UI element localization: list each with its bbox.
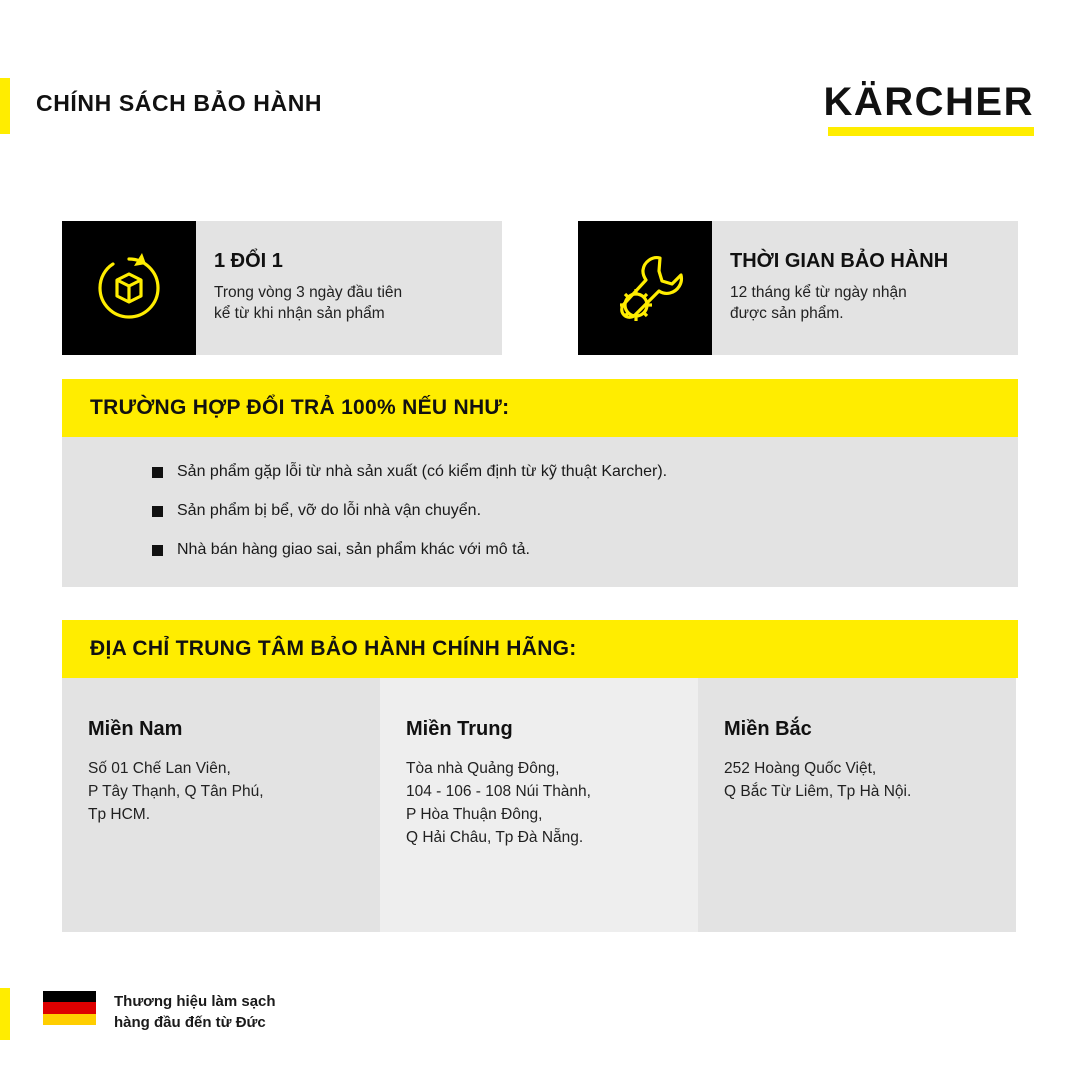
return-cases-section [62, 379, 1018, 587]
feature-card-exchange [62, 221, 502, 355]
service-center-south [62, 678, 380, 932]
list-item [62, 539, 1018, 561]
box-refresh-icon [62, 221, 196, 355]
address-line: P Tây Thạnh, Q Tân Phú, [88, 783, 264, 800]
feature-desc-line1: Trong vòng 3 ngày đầu tiên [214, 284, 403, 301]
region-title: Miền Trung [406, 718, 513, 740]
feature-card-warranty-period [578, 221, 1018, 355]
address-line: Q Bắc Từ Liêm, Tp Hà Nội. [724, 783, 912, 800]
logo-wordmark: KÄRCHER [823, 80, 1034, 124]
page-title: CHÍNH SÁCH BẢO HÀNH [36, 90, 323, 116]
footer-tagline-line2: hàng đầu đến từ Đức [114, 1014, 266, 1031]
address-line: 104 - 106 - 108 Núi Thành, [406, 783, 591, 800]
region-title: Miền Bắc [724, 718, 812, 740]
service-centers-section [62, 620, 1018, 932]
list-item-text: Sản phẩm gặp lỗi từ nhà sản xuất (có kiểm định từ kỹ thuật Karcher). [177, 463, 668, 480]
header-accent-bar [0, 78, 10, 134]
feature-cards [62, 221, 1018, 355]
square-bullet-icon [152, 467, 163, 478]
service-centers-title: ĐỊA CHỈ TRUNG TÂM BẢO HÀNH CHÍNH HÃNG: [90, 637, 577, 660]
address-line: P Hòa Thuận Đông, [406, 806, 543, 823]
feature-title: THỜI GIAN BẢO HÀNH [730, 250, 949, 272]
karcher-logo [824, 80, 1035, 136]
square-bullet-icon [152, 545, 163, 556]
page-header [0, 78, 1080, 134]
service-center-north [698, 678, 1016, 932]
feature-desc-line2: được sản phẩm. [730, 305, 844, 322]
service-centers-header [62, 620, 1018, 678]
address-line: Q Hải Châu, Tp Đà Nẵng. [406, 829, 584, 846]
service-centers-columns [62, 678, 1018, 932]
list-item [62, 461, 1018, 483]
list-item [62, 500, 1018, 522]
list-item-text: Sản phẩm bị bể, vỡ do lỗi nhà vận chuyển. [177, 502, 482, 519]
footer-tagline-line1: Thương hiệu làm sạch [114, 993, 276, 1010]
return-cases-title: TRƯỜNG HỢP ĐỔI TRẢ 100% NẾU NHƯ: [90, 396, 510, 419]
service-center-central [380, 678, 698, 932]
feature-desc-line1: 12 tháng kể từ ngày nhận [730, 284, 907, 301]
footer-accent-bar [0, 988, 10, 1040]
list-item-text: Nhà bán hàng giao sai, sản phẩm khác với mô tả. [177, 541, 530, 558]
address-line: Tp HCM. [88, 806, 150, 823]
wrench-gear-icon [578, 221, 712, 355]
return-cases-list [62, 437, 1018, 587]
logo-underline-bar [828, 127, 1034, 136]
feature-desc-line2: kể từ khi nhận sản phẩm [214, 305, 385, 322]
address-line: 252 Hoàng Quốc Việt, [724, 760, 877, 777]
page-footer [0, 988, 1080, 1048]
address-line: Số 01 Chế Lan Viên, [88, 760, 231, 777]
feature-card-warranty-period-text [712, 221, 1018, 355]
square-bullet-icon [152, 506, 163, 517]
region-title: Miền Nam [88, 718, 183, 740]
germany-flag-icon [43, 991, 96, 1025]
return-cases-header [62, 379, 1018, 437]
footer-tagline [114, 991, 276, 1033]
address-line: Tòa nhà Quảng Đông, [406, 760, 560, 777]
feature-card-exchange-text [196, 221, 502, 355]
feature-title: 1 ĐỔI 1 [214, 250, 283, 272]
